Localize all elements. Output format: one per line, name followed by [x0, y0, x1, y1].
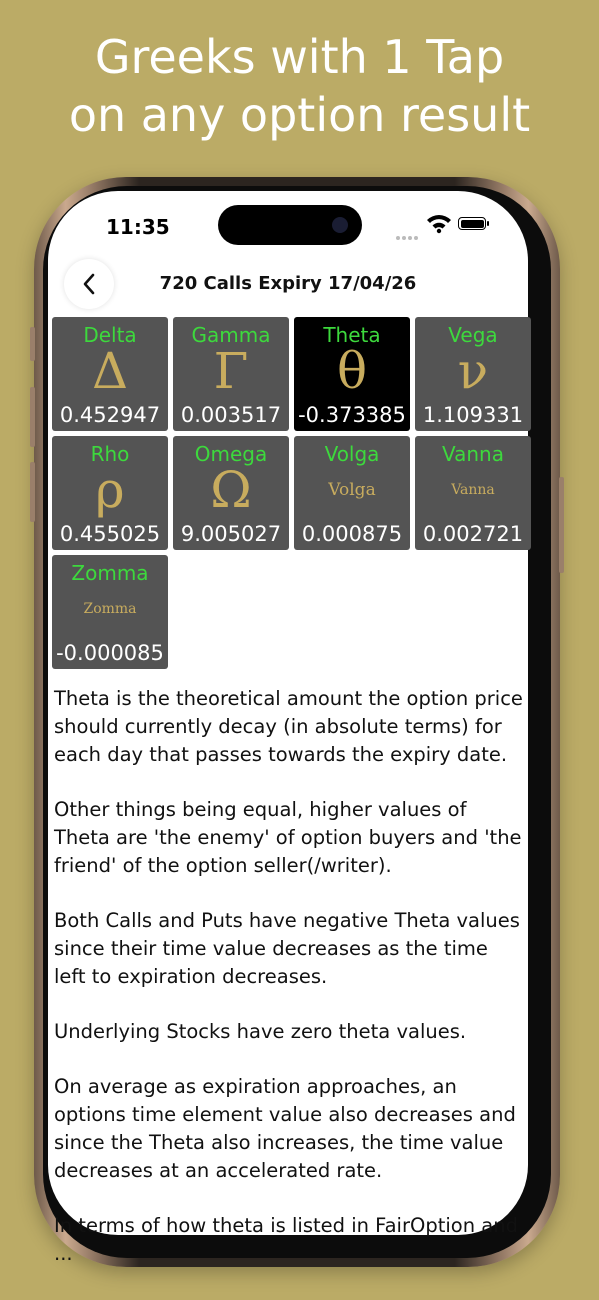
greek-cell-volga[interactable] — [294, 436, 410, 550]
rho-symbol-icon: ρ — [95, 461, 125, 519]
description-paragraph: On average as expiration approaches, an options time element value also decreases and since the Theta also increases, the time value decreases at an accelerated rate. — [54, 1075, 516, 1182]
greek-cell-delta[interactable] — [52, 317, 168, 431]
greek-value: 0.000875 — [301, 522, 403, 546]
greek-name: Theta — [323, 323, 381, 347]
promo-headline — [0, 28, 599, 144]
greek-value: 0.003517 — [180, 403, 282, 427]
greek-value: 0.455025 — [59, 522, 161, 546]
greek-description — [54, 685, 524, 1295]
greek-cell-vega[interactable] — [415, 317, 531, 431]
promo-line-1: Greeks with 1 Tap — [94, 30, 505, 84]
phone-action-button — [30, 327, 35, 361]
wifi-icon — [426, 213, 452, 233]
greek-name: Vanna — [442, 442, 504, 466]
zomma-symbol-icon: Zomma — [83, 601, 137, 617]
description-paragraph: Other things being equal, higher values of Theta are 'the enemy' of option buyers and 'the friend' of the option seller(/writer). — [54, 798, 522, 877]
phone-volume-down — [30, 462, 35, 522]
greek-name: Rho — [90, 442, 130, 466]
greek-cell-zomma[interactable] — [52, 555, 168, 669]
vega-symbol-icon: ν — [457, 342, 489, 400]
greek-value: 1.109331 — [422, 403, 524, 427]
theta-symbol-icon: θ — [336, 342, 368, 400]
greek-name: Gamma — [191, 323, 271, 347]
omega-symbol-icon: Ω — [210, 461, 252, 519]
dynamic-island — [218, 205, 362, 245]
phone-frame — [34, 177, 560, 1267]
volga-symbol-icon: Volga — [328, 480, 376, 500]
description-paragraph: Theta is the theoretical amount the option price should currently decay (in absolute terms) for each day that passes towards the expiry date. — [54, 687, 523, 766]
status-time: 11:35 — [106, 215, 170, 239]
camera-icon — [332, 217, 348, 233]
greek-name: Volga — [324, 442, 380, 466]
battery-icon — [458, 217, 486, 230]
greek-name: Omega — [194, 442, 268, 466]
greek-name: Zomma — [71, 561, 149, 585]
vanna-symbol-icon: Vanna — [451, 482, 495, 498]
greek-value: -0.000085 — [56, 641, 164, 665]
greek-value: -0.373385 — [298, 403, 406, 427]
greek-name: Delta — [83, 323, 137, 347]
greek-cell-gamma[interactable] — [173, 317, 289, 431]
page-title: 720 Calls Expiry 17/04/26 — [159, 273, 417, 294]
greek-cell-omega[interactable] — [173, 436, 289, 550]
greek-value: 0.002721 — [422, 522, 524, 546]
signal-icon — [396, 225, 422, 231]
greek-value: 0.452947 — [59, 403, 161, 427]
promo-line-2: on any option result — [68, 88, 531, 142]
delta-symbol-icon: Δ — [91, 342, 129, 400]
description-paragraph: In terms of how theta is listed in FairOption and ... — [54, 1214, 518, 1265]
phone-volume-up — [30, 387, 35, 447]
greek-cell-rho[interactable] — [52, 436, 168, 550]
greek-cell-theta[interactable] — [294, 317, 410, 431]
description-paragraph: Underlying Stocks have zero theta values. — [54, 1020, 467, 1043]
greek-value: 9.005027 — [180, 522, 282, 546]
description-paragraph: Both Calls and Puts have negative Theta values since their time value decreases as the time left to expiration decreases. — [54, 909, 520, 988]
phone-power-button — [559, 477, 564, 573]
app-screen — [48, 191, 528, 1265]
gamma-symbol-icon: Γ — [213, 342, 249, 400]
greek-name: Vega — [448, 323, 498, 347]
greek-cell-vanna[interactable] — [415, 436, 531, 550]
